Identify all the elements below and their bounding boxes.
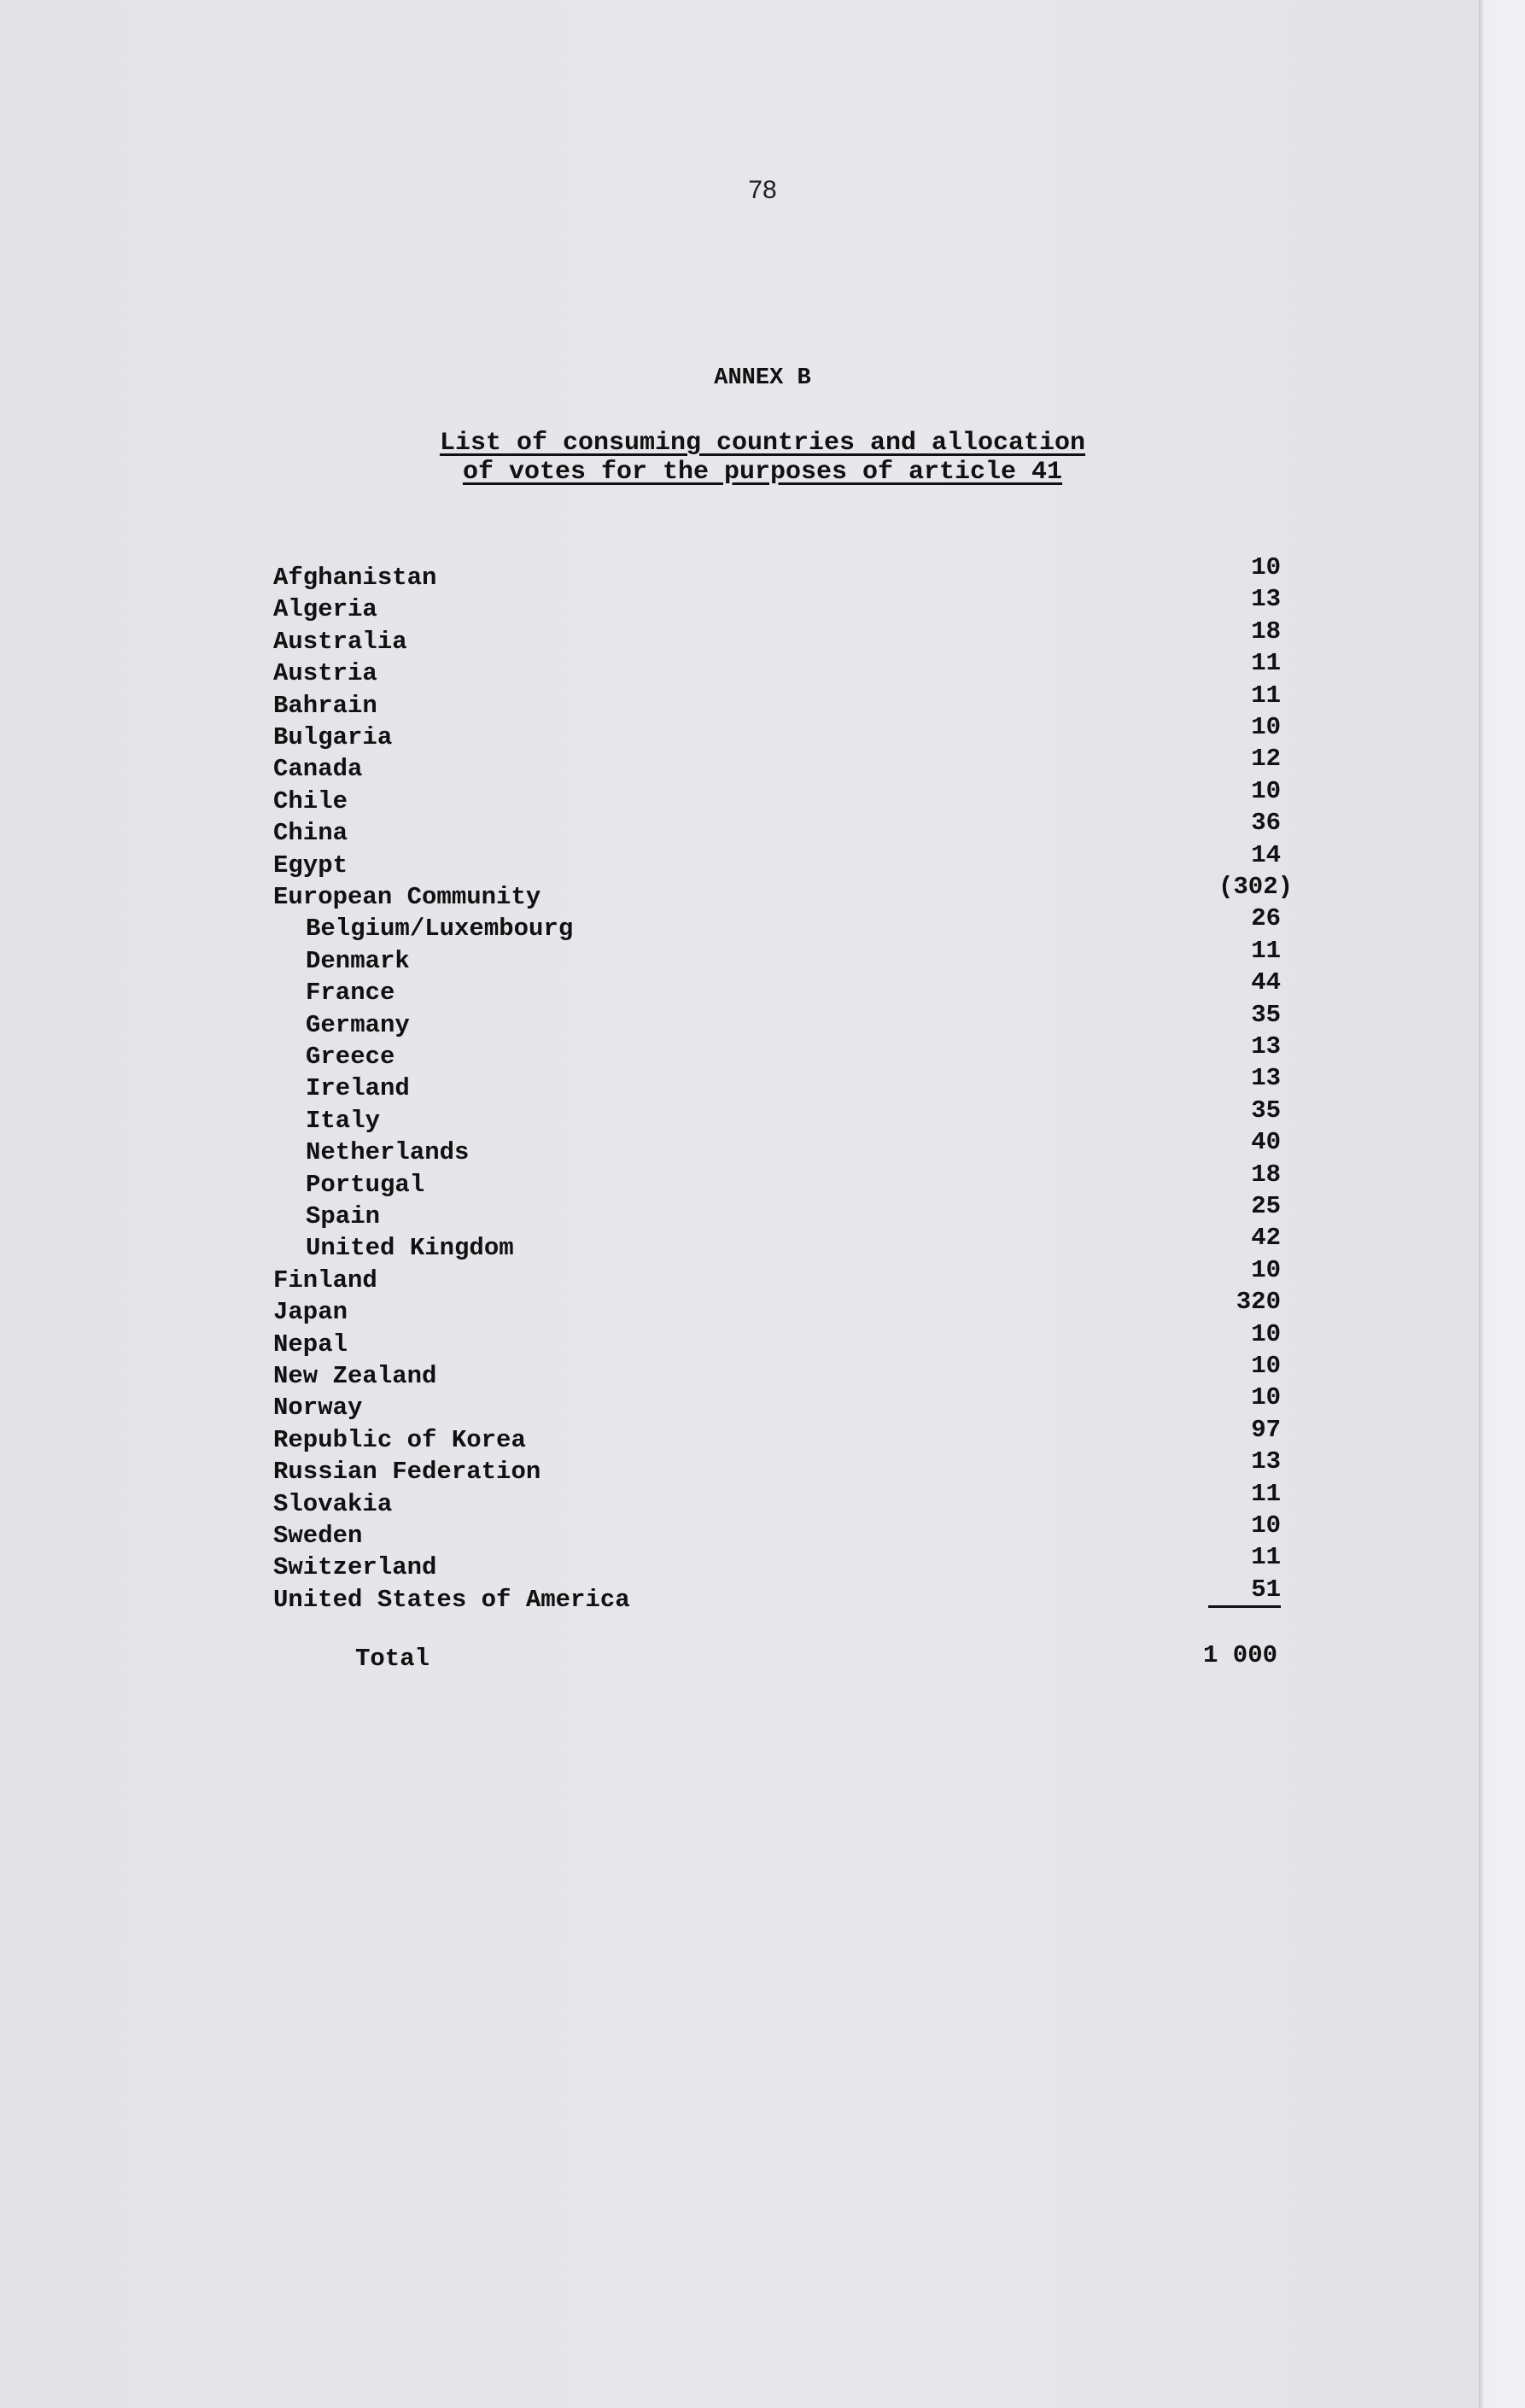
table-row [273,1032,1281,1071]
table-row [273,1352,1281,1390]
table-row [273,1001,1281,1039]
page-number: 78 [748,176,777,204]
vote-count: 12 [1251,745,1281,773]
table-row [273,1096,1281,1135]
table-row [273,1511,1281,1550]
vote-count: 10 [1251,553,1281,582]
total-label: Total [355,1645,430,1673]
table-row [273,745,1281,783]
table-row [273,1383,1281,1422]
vote-count: 44 [1251,968,1281,997]
table-row [273,841,1281,880]
vote-count: 26 [1251,904,1281,932]
table-row [273,713,1281,751]
table-row [273,1575,1281,1614]
vote-count: 13 [1251,1064,1281,1092]
member-state-name: Belgium/Luxembourg [306,915,574,943]
table-row [273,1320,1281,1359]
title-line-2-text: of votes for the purposes of article 41 [462,458,1063,487]
vote-count: (302) [1218,873,1293,901]
vote-count: 11 [1251,937,1281,965]
table-row [273,1543,1281,1581]
country-name: Bahrain [273,692,377,720]
vote-count: 18 [1251,1160,1281,1189]
vote-count: 11 [1251,649,1281,677]
table-row [273,649,1281,687]
member-state-name: Netherlands [306,1138,470,1166]
title-line-1-text: List of consuming countries and allocation [439,429,1086,458]
country-name: New Zealand [273,1362,437,1390]
vote-count: 13 [1251,1447,1281,1476]
table-row [273,1447,1281,1486]
country-name: Canada [273,755,363,783]
table-row [273,937,1281,975]
vote-count: 320 [1236,1288,1281,1316]
vote-count: 11 [1251,1543,1281,1571]
table-row [273,585,1281,623]
country-name: United States of America [273,1586,630,1614]
vote-count: 10 [1251,1256,1281,1284]
table-row [273,1224,1281,1262]
vote-count: 10 [1251,1352,1281,1380]
country-name: European Community [273,883,541,911]
country-name: Egypt [273,851,348,880]
table-row [273,1256,1281,1295]
country-name: Afghanistan [273,564,437,592]
table-row [273,1416,1281,1454]
country-name: Slovakia [273,1490,393,1518]
country-name: Republic of Korea [273,1426,526,1454]
annex-heading: ANNEX B [714,365,811,391]
table-row [273,681,1281,720]
table-row [273,553,1281,592]
vote-count: 42 [1251,1224,1281,1252]
table-row [273,1160,1281,1199]
member-state-name: Greece [306,1043,395,1071]
vote-count: 97 [1251,1416,1281,1444]
table-row [273,968,1281,1007]
vote-count: 10 [1251,1383,1281,1411]
member-state-name: Italy [306,1107,381,1135]
table-row [273,1192,1281,1230]
table-row [273,617,1281,656]
table-row [273,1064,1281,1102]
country-name: Japan [273,1298,348,1326]
vote-count: 14 [1251,841,1281,869]
country-name: Sweden [273,1522,363,1550]
member-state-name: Ireland [306,1074,410,1102]
country-name: Switzerland [273,1553,437,1581]
member-state-name: Spain [306,1202,381,1230]
country-name: Russian Federation [273,1458,541,1486]
vote-count: 10 [1251,1511,1281,1540]
member-state-name: United Kingdom [306,1234,514,1262]
country-name: Australia [273,628,407,656]
member-state-name: Portugal [306,1171,425,1199]
vote-count: 13 [1251,1032,1281,1061]
country-name: Finland [273,1266,377,1295]
vote-count: 11 [1251,1480,1281,1508]
total-value: 1 000 [1202,1641,1277,1669]
member-state-name: Denmark [306,947,410,975]
vote-count: 11 [1251,681,1281,710]
country-name: Nepal [273,1330,348,1359]
vote-count: 18 [1251,617,1281,646]
country-name: Austria [273,659,377,687]
member-state-name: France [306,979,395,1007]
country-name: China [273,819,348,847]
vote-count: 10 [1251,1320,1281,1348]
vote-count: 13 [1251,585,1281,613]
country-name: Algeria [273,595,377,623]
table-row [273,777,1281,815]
vote-count: 51 [1208,1575,1281,1608]
vote-count: 10 [1251,713,1281,741]
country-name: Norway [273,1394,363,1422]
vote-count: 10 [1251,777,1281,805]
vote-count: 25 [1251,1192,1281,1220]
table-row [273,1128,1281,1166]
vote-count: 36 [1251,809,1281,837]
table-row [273,809,1281,847]
member-state-name: Germany [306,1011,410,1039]
country-name: Chile [273,787,348,815]
vote-count: 40 [1251,1128,1281,1156]
vote-count: 35 [1251,1096,1281,1125]
table-row [273,1288,1281,1326]
vote-count: 35 [1251,1001,1281,1029]
country-name: Bulgaria [273,723,393,751]
table-row [273,1480,1281,1518]
table-row [273,904,1281,943]
table-row [273,873,1293,911]
